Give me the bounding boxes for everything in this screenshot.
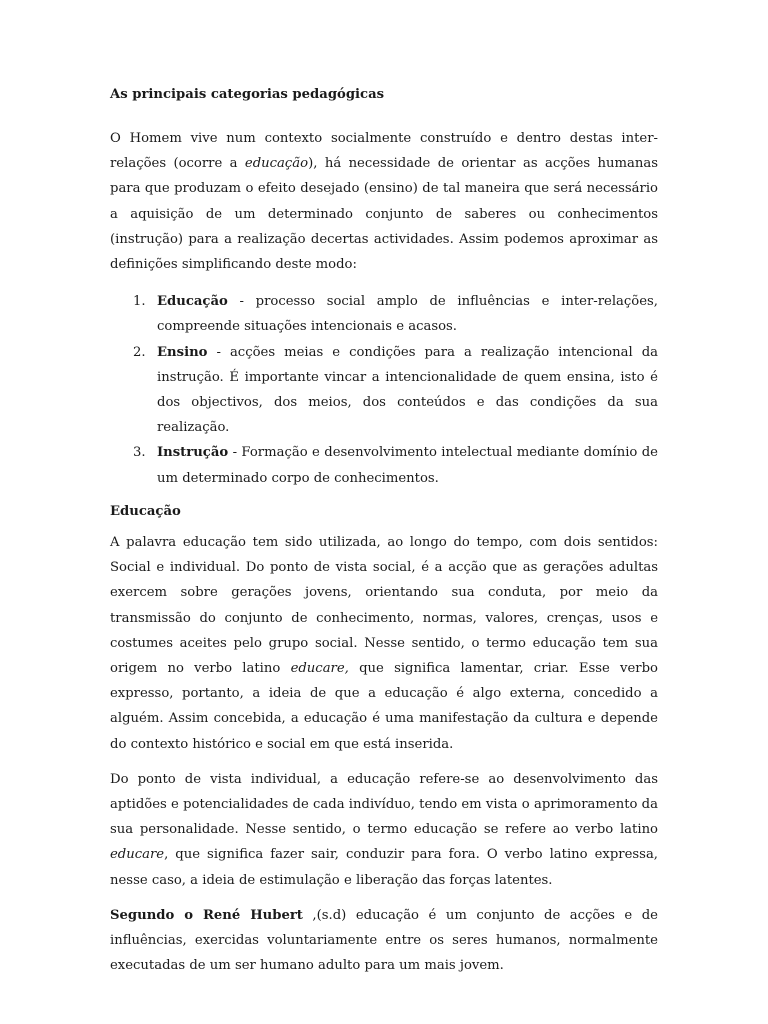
intro-italic-term: educação	[244, 156, 309, 172]
intro-paragraph	[110, 126, 658, 277]
hubert-author: Segundo o René Hubert	[110, 907, 303, 923]
definition-term: Educação	[157, 294, 228, 310]
social-text-1: A palavra educação tem sido utilizada, ao longo do tempo, com dois sentidos: Social e individual. Do ponto de vista social, é a acção que as gerações adultas exercem sobre gerações jovens, orientando sua conduta, por meio da transmissão do conjunto de conhecimento, normas, valores, crenças, usos e costumes aceites pelo grupo social. Nesse sentido, o termo educação tem sua origem no verbo latino	[110, 535, 658, 677]
definition-text: - acções meias e condições para a realização intencional da instrução. É importante vincar a intencionalidade de quem ensina, isto é dos objectivos, dos meios, dos conteúdos e das condições da sua realização.	[157, 344, 658, 436]
document-body	[110, 82, 658, 989]
definition-item-ensino	[110, 340, 658, 441]
hubert-text: ,(s.d) educação é um conjunto de acções e de influências, exercidas voluntariamente entre os seres humanos, normalmente executadas de um ser humano adulto para um mais jovem.	[110, 907, 658, 974]
document-title: As principais categorias pedagógicas	[110, 87, 385, 102]
definition-text: - Formação e desenvolvimento intelectual mediante domínio de um determinado corpo de conhecimentos.	[157, 445, 658, 486]
individual-text-1: Do ponto de vista individual, a educação refere-se ao desenvolvimento das aptidões e potencialidades de cada indivíduo, tendo em vista o aprimoramento da sua personalidade. Nesse sentido, o termo educação se refere ao verbo latino	[110, 771, 658, 838]
individual-text-2: , que significa fazer sair, conduzir para fora. O verbo latino expressa, nesse caso, a ideia de estimulação e liberação das forças latentes.	[110, 847, 658, 888]
definitions-list	[110, 289, 658, 491]
section-heading-educacao: Educação	[110, 503, 181, 519]
definition-text: - processo social amplo de influências e inter-relações, compreende situações intencionais e acasos.	[157, 294, 658, 335]
definition-term: Instrução	[157, 445, 229, 461]
social-sense-paragraph	[110, 530, 658, 757]
definition-item-educacao	[110, 289, 658, 339]
hubert-paragraph	[110, 903, 658, 979]
intro-text-1: O Homem vive num contexto socialmente construído e dentro destas inter-relações (ocorre a	[110, 131, 658, 172]
individual-italic-term: educare	[110, 847, 165, 863]
social-italic-term: educare,	[290, 661, 349, 677]
list-number: 1.	[133, 294, 146, 310]
list-number: 2.	[133, 344, 146, 360]
social-text-2: que significa lamentar, criar. Esse verbo expresso, portanto, a ideia de que a educação é algo externa, concedido a alguém. Assim concebida, a educação é uma manifestação da cultura e depende do contexto histórico e social em que está inserida.	[110, 661, 658, 752]
definition-item-instrucao	[110, 440, 658, 490]
definition-term: Ensino	[157, 344, 208, 360]
individual-sense-paragraph	[110, 767, 658, 893]
intro-text-2: ), há necessidade de orientar as acções humanas para que produzam o efeito desejado (ensino) de tal maneira que será necessário a aquisição de um determinado conjunto de saberes ou conhecimentos (instrução) para a realização decertas actividades. Assim podemos aproximar as definições simplificando deste modo:	[110, 156, 658, 273]
list-number: 3.	[133, 445, 146, 461]
